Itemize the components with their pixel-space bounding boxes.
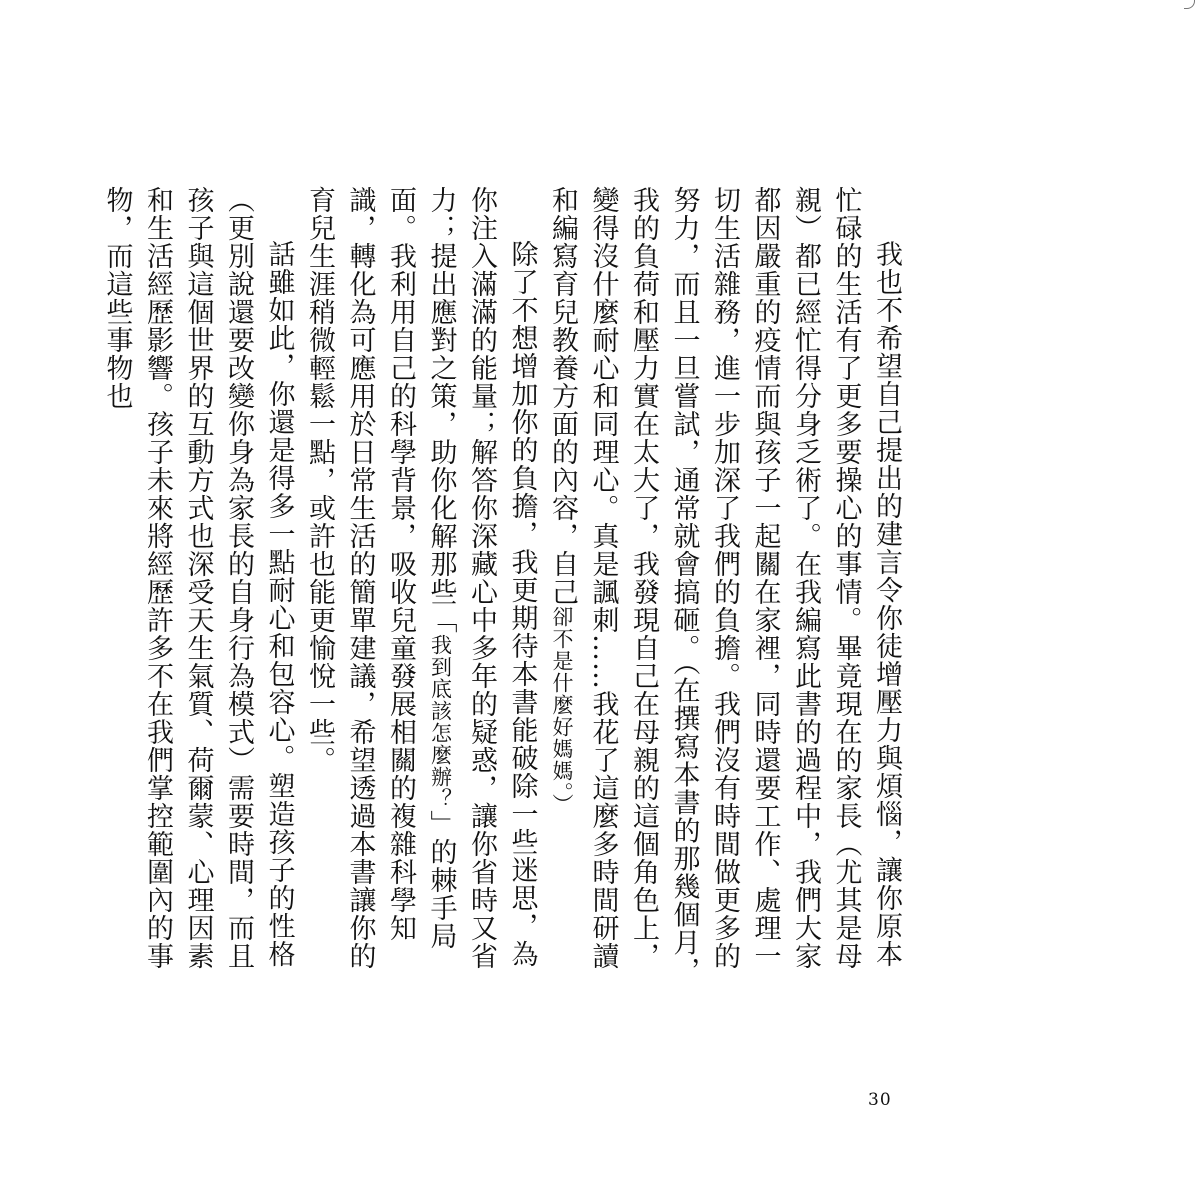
paragraph-1-text: 我也不希望自己提出的建言令你徒增壓力與煩惱，讓你原本忙碌的生活有了更多要操心的事情。畢竟現在的家長（尤其是母親）都已經忙得分身乏術了。在我編寫此書的過程中，我們大家都因嚴重的疫情而與孩子一起關在家裡，同時還要工作、處理一切生活雜務，進一步加深了我們的負擔。我們沒有時間做更多的努力，而且一旦嘗試，通常就會搞砸。（在撰寫本書的那幾個月，我的負荷和壓力實在太大了，我發現自己在母親的這個角色上，變得沒什麼耐心和同理心。真是諷刺……我花了這麼多時間研讀和編寫育兒教養方面的內容，自己 <box>547 186 902 985</box>
paragraph-1 <box>542 186 907 986</box>
corner-mark <box>1184 0 1195 9</box>
paragraph-2 <box>299 186 542 986</box>
paragraph-1-note-tail: 卻不是什麼好媽媽。） <box>550 606 574 816</box>
page-number: 30 <box>868 1090 892 1110</box>
paragraph-2-text-end: 」的棘手局面。我利用自己的科學背景，吸收兒童發展相關的複雜科學知識，轉化為可應用於日常生活的簡單建議，希望透過本書讓你的育兒生涯稍微輕鬆一點，或許也能更愉悅一些。 <box>304 186 457 970</box>
paragraph-2-text-start: 除了不想增加你的負擔，我更期待本書能破除一些迷思，為你注入滿滿的能量；解答你深藏心中多年的疑惑，讓你省時又省力；提出應對之策，助你化解那些「 <box>425 186 538 970</box>
paragraph-3 <box>96 186 299 986</box>
paragraph-3-text: 話雖如此，你還是得多一點耐心和包容心。塑造孩子的性格（更別說還要改變你身為家長的自身行為模式）需要時間，而且孩子與這個世界的互動方式也深受天生氣質、荷爾蒙、心理因素和生活經歷影響。孩子未來將經歷許多不在我們掌控範圍內的事物，而這些事物也 <box>101 186 295 970</box>
body-text <box>101 186 906 986</box>
paragraph-2-small-quote: 我到底該怎麼辦？ <box>428 634 453 810</box>
